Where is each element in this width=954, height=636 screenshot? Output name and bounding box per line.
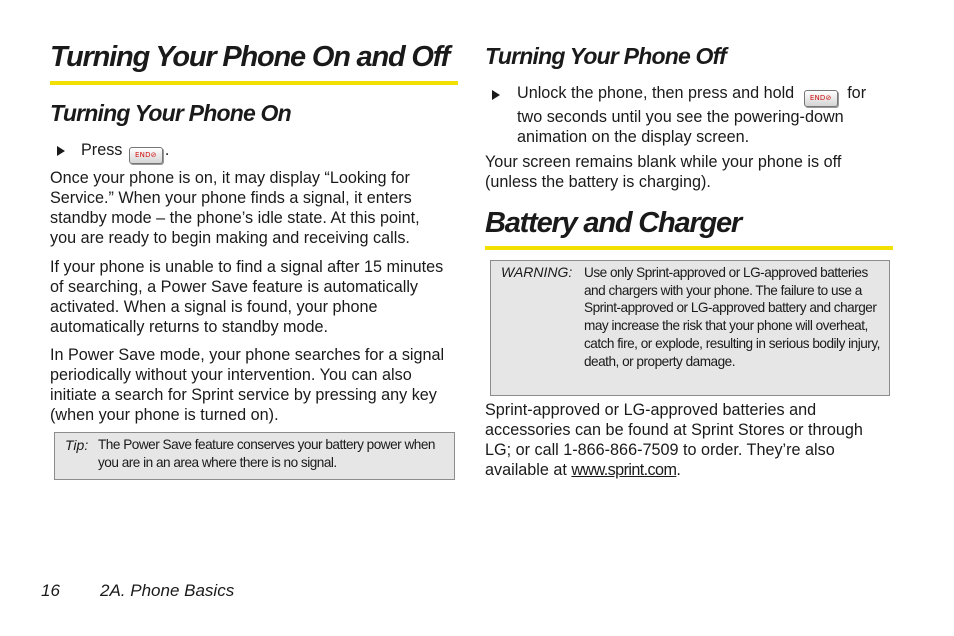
turn-on-step: [81, 140, 451, 164]
turn-on-step-prefix: Press: [81, 141, 123, 159]
page-number: 16: [41, 581, 60, 600]
bullet-arrow-icon: [492, 90, 500, 100]
turn-on-paragraph-1: Once your phone is on, it may display “Looking for Service.” When your phone finds a signal, it enters standby mode – the phone’s idle state. At this point, you are ready to begin making and receiving calls.: [50, 169, 420, 247]
battery-rule: [485, 246, 893, 250]
tip-label: Tip:: [65, 437, 89, 453]
sprint-website-link[interactable]: www.sprint.com: [571, 461, 677, 479]
end-key-icon: END⊘: [129, 147, 163, 164]
warning-box: [490, 260, 890, 396]
tip-box: [54, 432, 455, 480]
turn-off-step-prefix: Unlock the phone, then press and hold: [517, 84, 795, 102]
turn-off-paragraph: Your screen remains blank while your phone is off (unless the battery is charging).: [485, 153, 842, 191]
bullet-arrow-icon: [57, 146, 65, 156]
title-rule: [50, 81, 458, 85]
turn-off-step: [517, 83, 883, 147]
turning-off-heading: Turning Your Phone Off: [485, 43, 726, 69]
tip-text: The Power Save feature conserves your battery power when you are in an area where there is no signal.: [98, 437, 435, 470]
battery-paragraph-end: .: [676, 461, 681, 479]
turn-on-paragraph-2: If your phone is unable to find a signal after 15 minutes of searching, a Power Save feature is automatically activated. When a signal is found, your phone automatically returns to standby mode.: [50, 258, 444, 336]
battery-paragraph-text: Sprint-approved or LG-approved batteries and accessories can be found at Sprint Stores or through LG; or call 1-866-866-7509 to order. They’re also available at: [485, 401, 863, 479]
turn-on-paragraph-3: In Power Save mode, your phone searches for a signal periodically without your intervention. You can also initiate a search for Sprint service by pressing any key (when your phone is turned on).: [50, 346, 445, 424]
footer-section-name: 2A. Phone Basics: [100, 581, 235, 600]
warning-text: Use only Sprint-approved or LG-approved batteries and chargers with your phone. The failure to use a Sprint-approved or LG-approved battery and charger may increase the risk that your phone will overheat, catch fire, or explode, resulting in serious bodily injury, death, or property damage.: [584, 265, 880, 369]
battery-title: Battery and Charger: [485, 207, 741, 239]
turn-off-step-suffix: for two seconds until you see the powering-down animation on the display screen.: [517, 84, 867, 146]
battery-paragraph: [485, 400, 890, 480]
warning-label: WARNING:: [501, 264, 573, 280]
turning-on-heading: Turning Your Phone On: [50, 100, 291, 126]
page-title: Turning Your Phone On and Off: [50, 41, 450, 73]
turn-on-step-suffix: .: [164, 141, 170, 159]
end-key-icon: END⊘: [804, 90, 838, 107]
